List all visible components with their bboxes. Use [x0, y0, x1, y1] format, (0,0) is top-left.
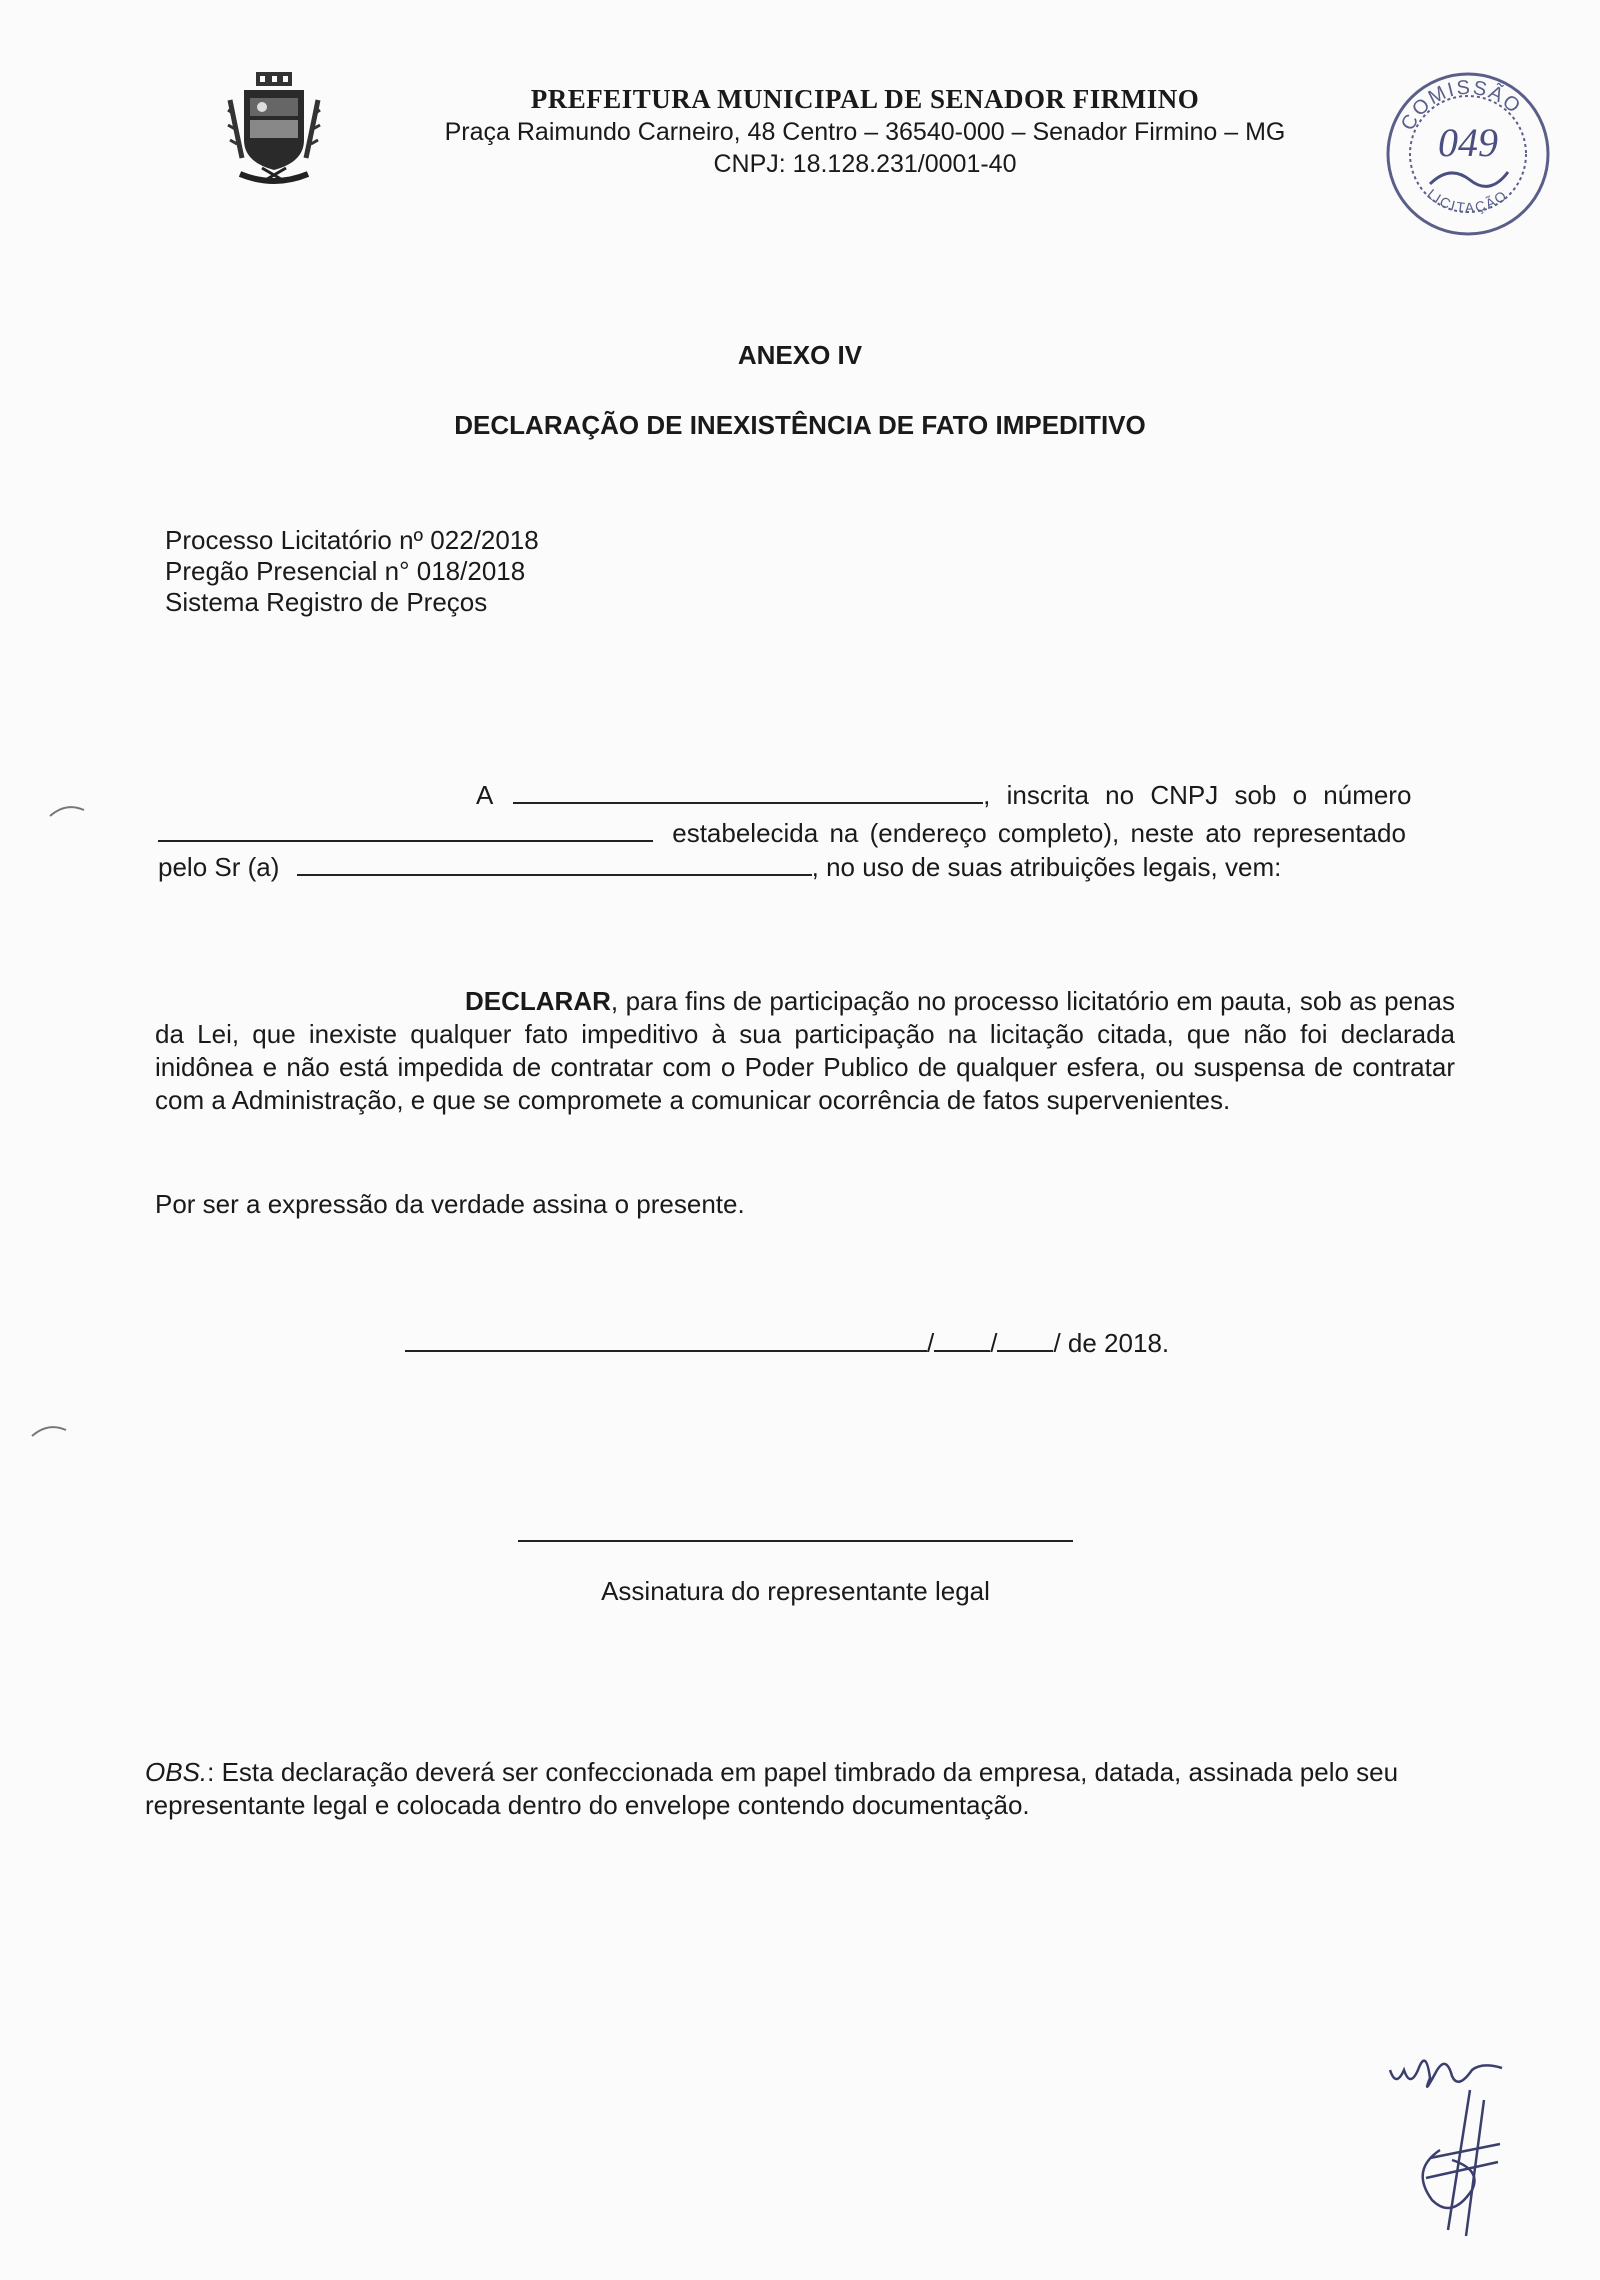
month-blank[interactable]	[997, 1349, 1053, 1352]
process-info	[165, 525, 539, 618]
date-year-suffix: / de 2018.	[1053, 1328, 1170, 1358]
coat-of-arms-icon	[222, 70, 326, 190]
declaration-keyword: DECLARAR	[465, 986, 611, 1016]
handwritten-initials	[1380, 2040, 1530, 2240]
declaration-text: , para fins de participação no processo licitatório em pauta, sob as penas da Lei, que inexiste qualquer fato impeditivo à sua participação na licitação citada, que não foi declarada inidônea e não está impedida de contratar com o Poder Publico de qualquer esfera, ou suspensa de contratar com a Administração, e que se compromete a comunicar ocorrência de fatos supervenientes.	[155, 986, 1455, 1115]
stamp-signature-mark	[1430, 172, 1508, 186]
price-registry-system: Sistema Registro de Preços	[165, 587, 488, 617]
company-line-3	[158, 852, 1281, 883]
organization-cnpj: CNPJ: 18.128.231/0001-40	[713, 150, 1017, 178]
margin-mark	[30, 1420, 70, 1440]
stamp-bottom-text: LICITAÇÃO	[1424, 185, 1511, 216]
process-number: Processo Licitatório nº 022/2018	[165, 525, 539, 555]
signature-line[interactable]	[518, 1540, 1073, 1542]
representative-suffix: , no uso de suas atribuições legais, vem:	[811, 852, 1282, 882]
truth-statement: Por ser a expressão da verdade assina o presente.	[155, 1189, 745, 1219]
organization-address: Praça Raimundo Carneiro, 48 Centro – 36540-000 – Senador Firmino – MG	[444, 118, 1286, 146]
company-name-blank[interactable]	[513, 801, 983, 804]
day-blank[interactable]	[934, 1349, 990, 1352]
pregao-number: Pregão Presencial n° 018/2018	[165, 556, 526, 586]
stamp-number: 049	[1438, 120, 1498, 165]
commission-stamp	[1378, 64, 1558, 244]
representative-label: pelo Sr (a)	[158, 852, 280, 882]
cnpj-number-blank[interactable]	[158, 839, 653, 842]
signature-label: Assinatura do representante legal	[601, 1576, 990, 1606]
company-line-1	[476, 780, 1411, 811]
svg-text:LICITAÇÃO	[1424, 186, 1511, 216]
representative-name-blank[interactable]	[297, 873, 812, 876]
declaration-paragraph	[155, 985, 1455, 1117]
declaration-title: DECLARAÇÃO DE INEXISTÊNCIA DE FATO IMPEDITIVO	[454, 410, 1146, 440]
date-line: / / / de 2018.	[405, 1328, 1169, 1359]
observation-note	[145, 1756, 1440, 1822]
company-line-2	[158, 818, 1406, 849]
obs-text: : Esta declaração deverá ser confeccionada em papel timbrado da empresa, datada, assinada pelo seu representante legal e colocada dentro do envelope contendo documentação.	[145, 1757, 1399, 1820]
stamp-top-text: COMISSÃO	[1396, 76, 1526, 135]
letterhead	[360, 82, 1370, 180]
company-cnpj-label: , inscrita no CNPJ sob o número	[983, 780, 1412, 810]
organization-name: PREFEITURA MUNICIPAL DE SENADOR FIRMINO	[530, 84, 1200, 114]
company-a-label: A	[476, 780, 492, 810]
company-address-label: estabelecida na (endereço completo), neste ato representado	[672, 818, 1406, 848]
obs-label: OBS.	[145, 1757, 208, 1787]
annex-title: ANEXO IV	[737, 340, 863, 370]
margin-mark	[48, 800, 88, 820]
place-blank[interactable]	[405, 1349, 927, 1352]
